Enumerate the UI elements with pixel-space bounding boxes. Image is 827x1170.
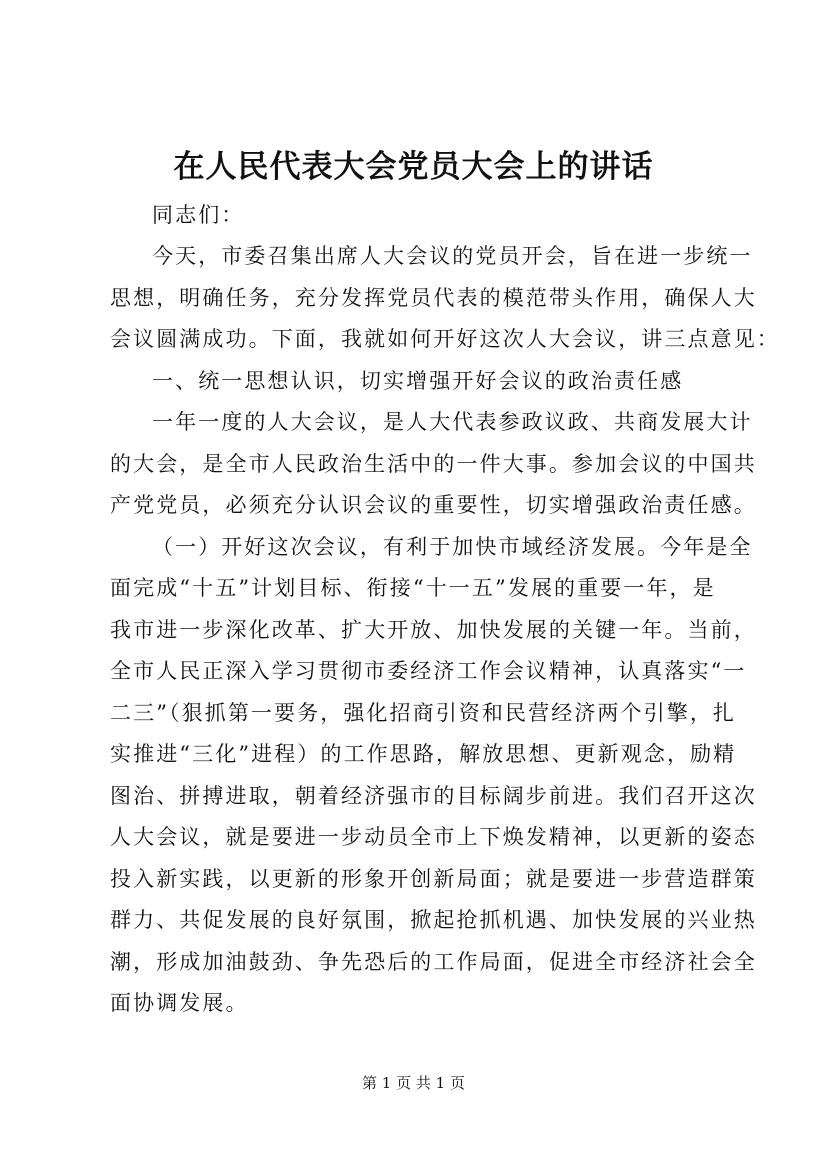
salutation: 同志们： (152, 203, 245, 227)
paragraph-line: 面完成“十五”计划目标、衔接“十一五”发展的重要一年，是 (110, 576, 716, 600)
paragraph-line: 全市人民正深入学习贯彻市委经济工作会议精神，认真落实“一 (110, 659, 747, 683)
page-footer: 第 1 页 共 1 页 (362, 1074, 465, 1092)
paragraph-line: 实推进“三化”进程）的工作思路，解放思想、更新观念，励精 (110, 742, 737, 766)
paragraph-line: 我市进一步深化改革、扩大开放、加快发展的关键一年。当前， (110, 618, 757, 642)
document-title: 在人民代表大会党员大会上的讲话 (173, 149, 654, 185)
paragraph-line: 一年一度的人大会议，是人大代表参政议政、共商发展大计 (152, 410, 753, 434)
paragraph-line: 面协调发展。 (110, 991, 249, 1015)
paragraph-line: 二三”（狠抓第一要务，强化招商引资和民营经济两个引擎，扎 (110, 701, 737, 725)
paragraph-line: 人大会议，就是要进一步动员全市上下焕发精神，以更新的姿态 (110, 825, 757, 849)
paragraph-line: 产党党员，必须充分认识会议的重要性，切实增强政治责任感。 (110, 493, 757, 517)
paragraph-line: 的大会，是全市人民政治生活中的一件大事。参加会议的中国共 (110, 452, 757, 476)
paragraph-line: （一）开好这次会议，有利于加快市域经济发展。今年是全 (152, 535, 753, 559)
section-heading: 一、统一思想认识，切实增强开好会议的政治责任感 (152, 369, 684, 393)
paragraph-line: 潮，形成加油鼓劲、争先恐后的工作局面，促进全市经济社会全 (110, 950, 757, 974)
paragraph-line: 图治、拼搏进取，朝着经济强市的目标阔步前进。我们召开这次 (110, 784, 757, 808)
paragraph-line: 思想，明确任务，充分发挥党员代表的模范带头作用，确保人大 (110, 286, 757, 310)
paragraph-line: 投入新实践，以更新的形象开创新局面；就是要进一步营造群策 (110, 867, 757, 891)
paragraph-line: 群力、共促发展的良好氛围，掀起抢抓机遇、加快发展的兴业热 (110, 908, 757, 932)
paragraph-line: 今天，市委召集出席人大会议的党员开会，旨在进一步统一 (152, 244, 753, 268)
paragraph-line: 会议圆满成功。下面，我就如何开好这次人大会议，讲三点意见： (110, 327, 780, 351)
